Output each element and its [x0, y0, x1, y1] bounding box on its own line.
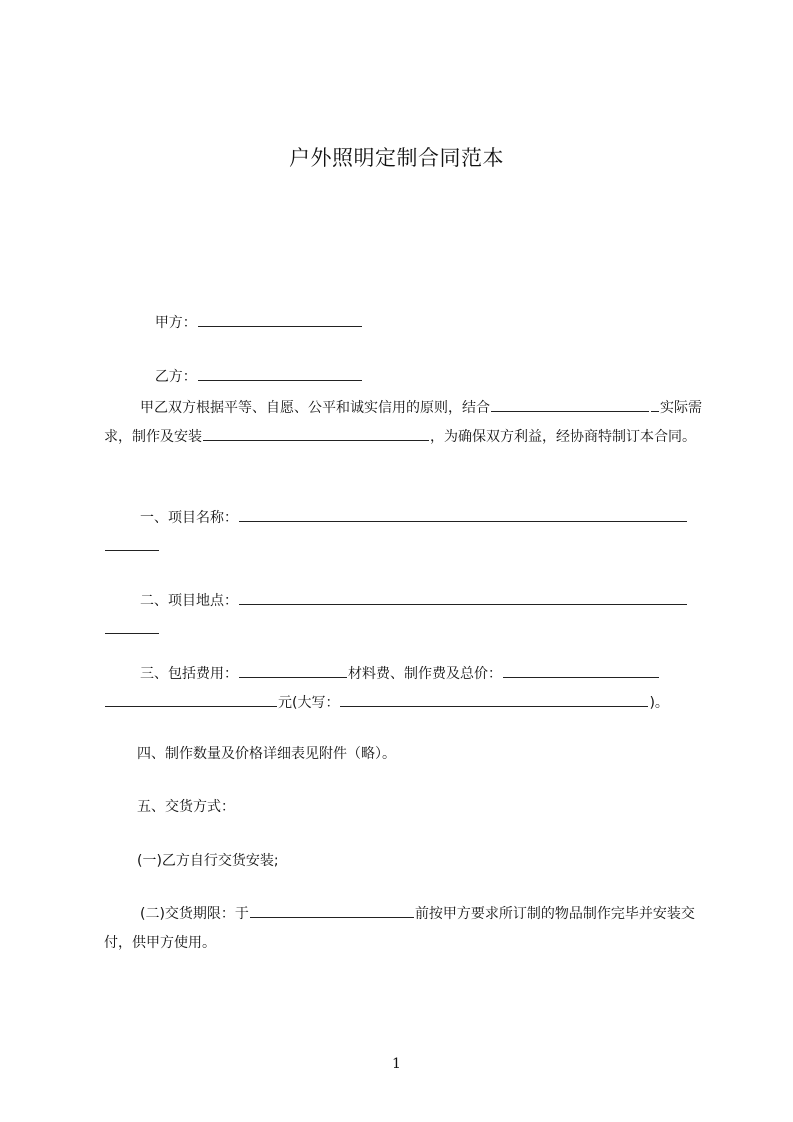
section-1-blank-a: [239, 506, 687, 522]
section-1-blank-b: [105, 535, 159, 551]
party-b-blank: [198, 365, 362, 381]
document-title: 户外照明定制合同范本: [289, 146, 504, 170]
intro-paragraph: [104, 394, 702, 451]
section-3-blank-3: [105, 691, 277, 707]
section-3-text-2: 元(大写：: [278, 694, 340, 711]
delivery-sub-1: (一)乙方自行交货安装;: [137, 853, 279, 869]
intro-blank-2: [203, 425, 429, 441]
section-2: [104, 587, 702, 644]
section-2-blank-a: [239, 589, 687, 605]
section-1: [104, 504, 702, 561]
party-b-label: 乙方：: [154, 369, 197, 385]
section-2-blank-b: [105, 618, 159, 634]
intro-text-3: ，为确保双方利益，经协商特制订本合同。: [430, 428, 696, 445]
section-3: [104, 660, 702, 717]
intro-text-2: 实际需求，制作及安装: [104, 400, 702, 445]
delivery-sub-2-text-2: 前按甲方要求所订制的物品制作完毕并安装交付，供甲方使用。: [104, 906, 695, 951]
party-a-label: 甲方：: [154, 315, 197, 331]
party-a-line: [137, 291, 363, 353]
party-a-blank: [198, 311, 362, 327]
delivery-deadline-blank: [250, 902, 414, 918]
delivery-sub-2: [104, 900, 702, 957]
intro-text-1: 甲乙双方根据平等、自愿、公平和诚实信用的原则，结合: [140, 400, 490, 416]
section-3-blank-1: [239, 662, 347, 678]
section-3-blank-2: [503, 662, 659, 678]
intro-blank-1b: [651, 396, 659, 412]
section-5: 五、交货方式：: [137, 799, 235, 815]
intro-blank-1: [491, 396, 649, 412]
section-2-label: 二、项目地点：: [140, 593, 238, 609]
delivery-sub-2-text-1: (二)交货期限：于: [140, 906, 249, 922]
section-4: 四、制作数量及价格详细表见附件（略）。: [137, 746, 396, 762]
section-3-text-1: 材料费、制作费及总价：: [348, 666, 502, 682]
section-3-label: 三、包括费用：: [140, 666, 238, 682]
section-1-label: 一、项目名称：: [140, 510, 238, 526]
section-3-text-3: )。: [649, 694, 669, 711]
section-3-blank-4: [340, 691, 648, 707]
page-number: 1: [392, 1056, 401, 1072]
